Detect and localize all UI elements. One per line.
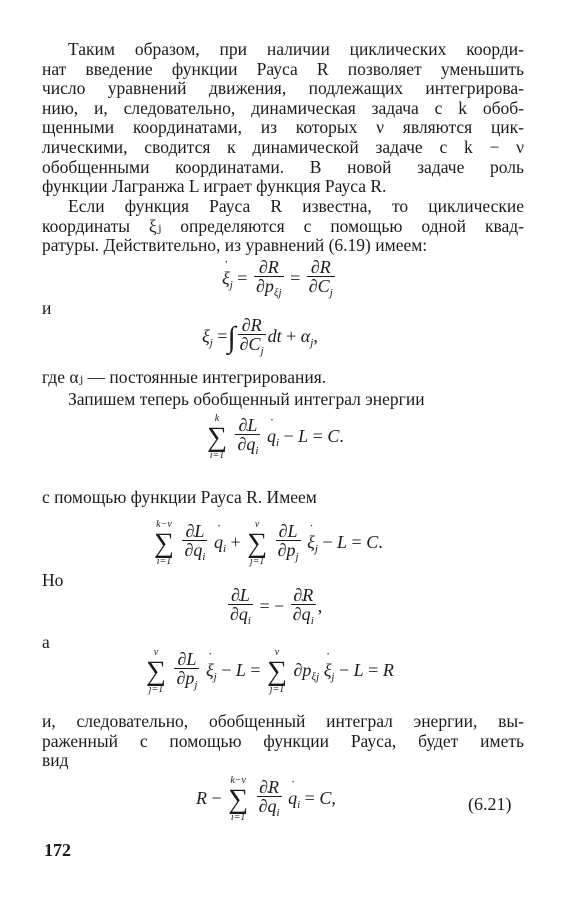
paragraph-cyclic-coordinates [42, 197, 524, 256]
word-and: и [42, 298, 52, 318]
text-line: нат введение функции Рауса R позволяет уменьшить [42, 58, 524, 79]
text-line: координаты ξⱼ определяются с помощью одной квад- [42, 215, 524, 236]
text-line: число уравнений движения, подлежащих интегрирова- [42, 78, 524, 99]
text-line: нию, и, следовательно, динамическая задача с k обоб- [42, 97, 524, 118]
text-line: раженный с помощью функции Рауса, будет иметь [42, 730, 524, 751]
word-and-a: а [42, 632, 50, 652]
page-number: 172 [44, 840, 71, 860]
equation-xi-dot: ˙ $\xi_j$ = $\frac{\partial R}{\partial p_{\xi j}}$ = $\frac{\partial R}{\partial C_j}$ [222, 258, 337, 302]
text-line: Если функция Рауса R известна, то циклические [68, 196, 524, 216]
equation-energy-split: k−ν ∑ i=1 ∂L ˙ $\partial q_i$ ˙ $q_i$ + ν ∑ j=1 $\frac{\partial L}{\partial p_j}$ ˙ $\xi_j - L = C$. [152, 520, 383, 568]
equation-routh-identity: ν ∑ j=1 $\frac{\partial L}{\partial p_j}$ ˙ $\xi_j - L$ = ν ∑ j=1 $\partial p_{\xi j}$ ˙ $\xi_j - L = R$ [144, 648, 394, 696]
text-line: ратуры. Действительно, из уравнений (6.19) имеем: [42, 235, 428, 256]
equation-number: (6.21) [468, 794, 512, 814]
paragraph-routh-energy [42, 712, 524, 771]
equation-xi-integral: $\xi_j$ =∫ $\frac{\partial R}{\partial C_j}$ dt + $\alpha_j$, [202, 315, 318, 357]
text-line: обобщенными координатами. В новой задаче роль [42, 156, 524, 177]
text-line: с помощью функции Рауса R. Имеем [42, 487, 317, 507]
text-line: Запишем теперь обобщенный интеграл энергии [68, 389, 425, 409]
text-line: и, следовательно, обобщенный интеграл энергии, вы- [42, 711, 524, 731]
paragraph-alpha-constants [42, 368, 524, 388]
word-but: Но [42, 570, 64, 590]
paragraph-routh-reduction [42, 40, 524, 197]
text-line: лическими, сводится к динамической задаче с k − ν [42, 136, 524, 157]
text-line: функции Лагранжа L играет функция Рауса R. [42, 176, 387, 197]
text-line: вид [42, 750, 69, 771]
text-line: Таким образом, при наличии циклических коорди- [68, 39, 524, 59]
equation-energy-integral: k ∑ i=1 ∂L ˙ $\partial q_i$ ˙ $q_i - L = C$. [205, 414, 344, 462]
equation-dl-dq: ∂L ˙ $\partial q_i$ = − ∂R ˙ $\partial q_i$ , [226, 586, 322, 630]
text-line: где αⱼ — постоянные интегрирования. [42, 367, 327, 387]
text-line: щенными координатами, из которых ν являются цик- [42, 117, 524, 138]
equation-6-21: R − k−ν ∑ i=1 ∂R ˙ $\partial q_i$ ˙ $q_i = C$, [196, 776, 336, 824]
paragraph-energy-integral [42, 390, 524, 410]
paragraph-with-routh [42, 488, 524, 508]
